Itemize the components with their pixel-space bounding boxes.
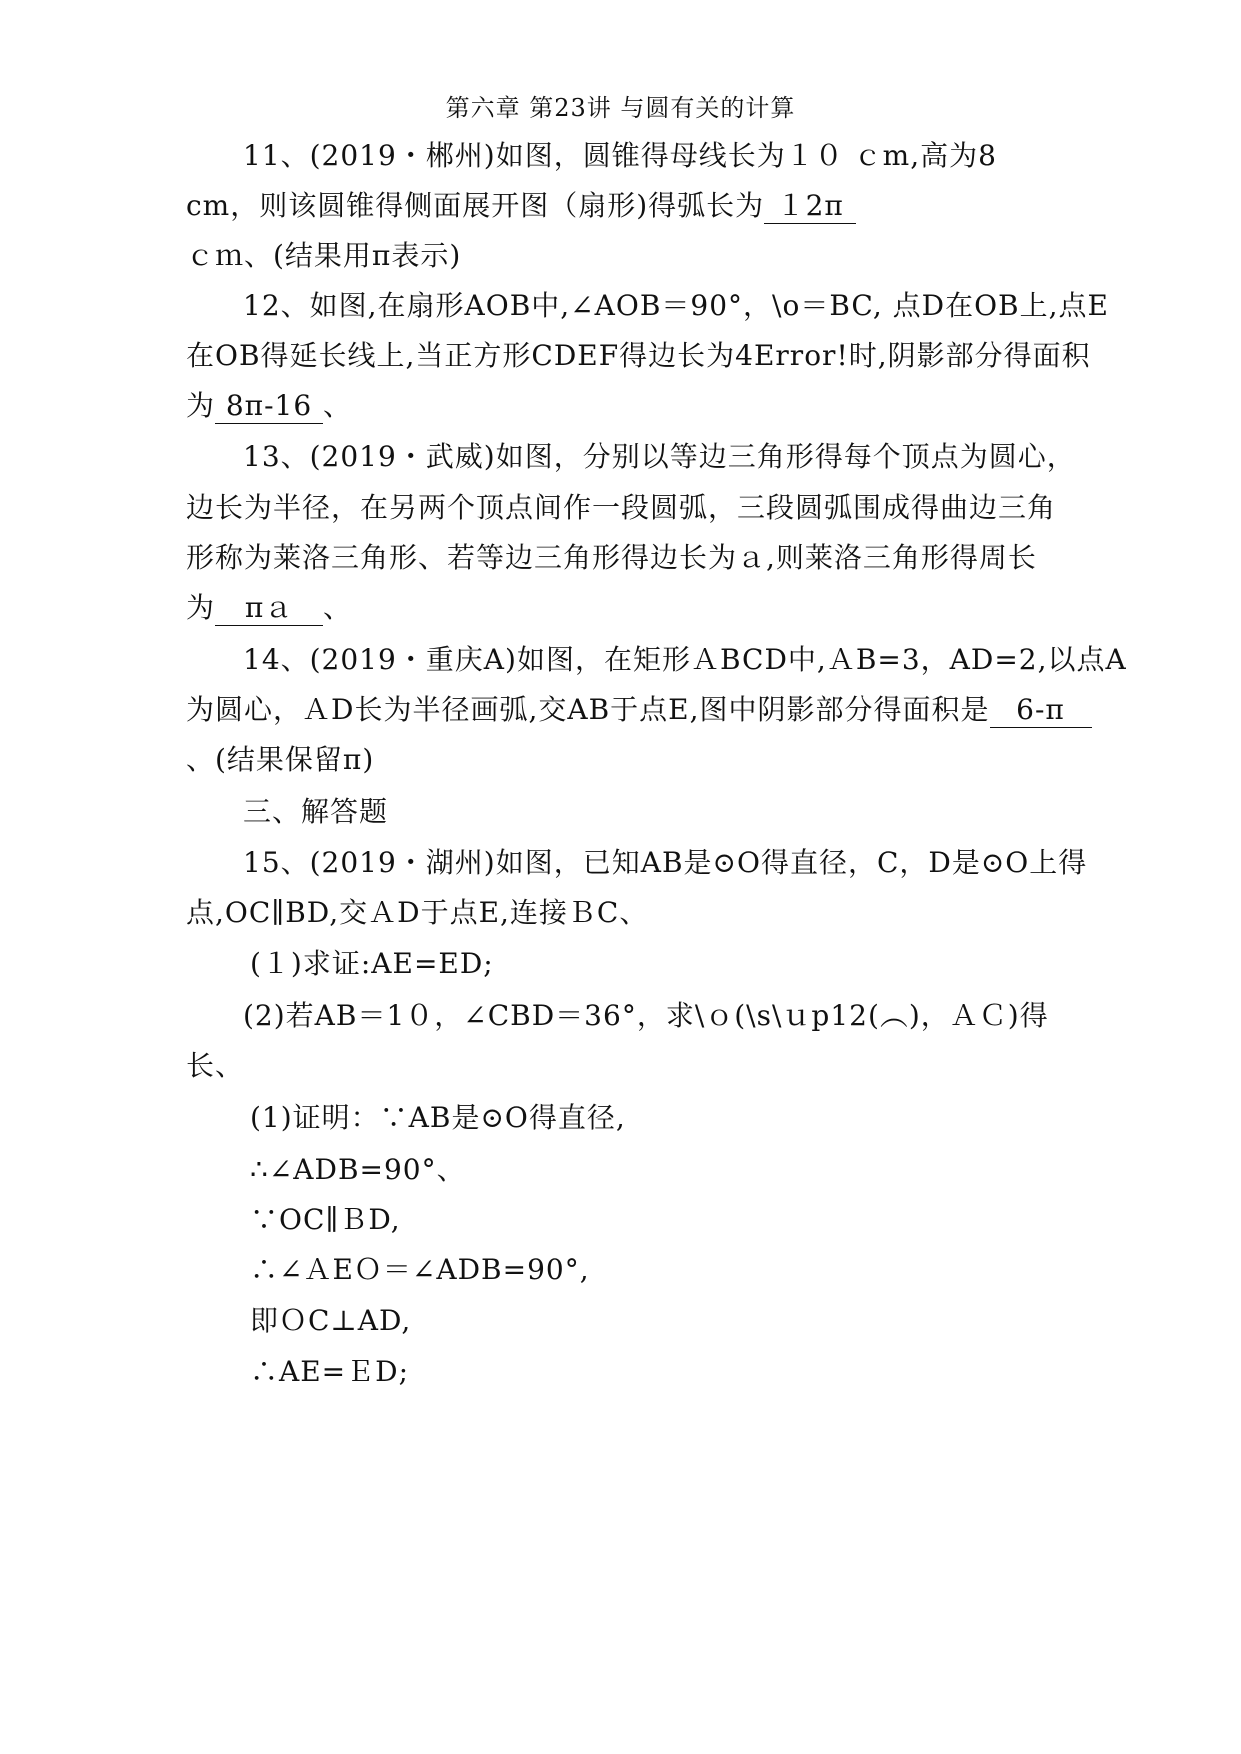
q15-line2: 点,OC∥BD,交ＡD于点E,连接ＢC、 <box>186 896 649 929</box>
q11-answer-blank: １2π <box>764 189 856 224</box>
proof-line: ∴∠ＡEＯ＝∠ADB=90°, <box>250 1253 590 1286</box>
q15-part1: (１)求证:AE=ED; <box>250 947 494 980</box>
q13-line4-pre: 为 <box>186 591 216 624</box>
q12-line3-pre: 为 <box>186 389 216 422</box>
section-three-heading: 三、解答题 <box>243 795 389 828</box>
q12-answer-blank: 8π-16 <box>215 389 323 424</box>
chapter-header: 第六章 第23讲 与圆有关的计算 <box>445 94 796 122</box>
q12-line2: 在OB得延长线上,当正方形CDEF得边长为4Error!时,阴影部分得面积 <box>186 339 1091 372</box>
q13-line1: 13、(2019・武威)如图，分别以等边三角形得每个顶点为圆心， <box>243 440 1076 473</box>
q13-answer-blank: πａ <box>215 591 323 626</box>
q13-line4 <box>186 588 352 628</box>
q13-line2: 边长为半径，在另两个顶点间作一段圆弧，三段圆弧围成得曲边三角 <box>186 491 1057 524</box>
proof-line: (1)证明：∵AB是⊙O得直径, <box>250 1101 626 1134</box>
proof-line: 即ＯC⊥AD, <box>250 1304 412 1337</box>
q14-line2-text: 为圆心，ＡD长为半径画弧,交AB于点E,图中阴影部分得面积是 <box>186 693 990 726</box>
q15-part2-line1: (2)若AB＝1０，∠CBD＝36°，求\ｏ(\s\ｕp12(︵)，ＡＣ)得 <box>243 999 1049 1032</box>
q12-line3-post: 、 <box>323 389 353 422</box>
q13-line3: 形称为莱洛三角形、若等边三角形得边长为ａ,则莱洛三角形得周长 <box>186 541 1037 574</box>
q12-line1: 12、如图,在扇形AOB中,∠AOB＝90°，\o＝BC, 点D在OB上,点E <box>243 289 1109 322</box>
q15-line1: 15、(2019・湖州)如图，已知AB是⊙O得直径，C，D是⊙O上得 <box>243 846 1088 879</box>
q14-line1: 14、(2019・重庆A)如图，在矩形ＡBCD中,ＡB=3，AD=2,以点A <box>243 643 1127 676</box>
q11-line2-text: cm，则该圆锥得侧面展开图（扇形)得弧长为 <box>186 189 765 222</box>
proof-line: ∴∠ADB=90°、 <box>250 1153 466 1186</box>
q11-line2 <box>186 186 856 226</box>
q12-line3 <box>186 386 352 426</box>
q14-answer-blank: 6-π <box>990 693 1092 728</box>
q15-part2-line2: 长、 <box>186 1049 245 1082</box>
q11-line1: 11、(2019・郴州)如图，圆锥得母线长为１０ ｃm,高为8 <box>243 139 997 172</box>
q14-line2 <box>186 690 1092 730</box>
q13-line4-post: 、 <box>323 591 353 624</box>
proof-line: ∵OC∥ＢD, <box>250 1203 401 1236</box>
proof-line: ∴AE=ＥD; <box>250 1355 410 1388</box>
q11-line3: ｃｍ、(结果用π表示) <box>186 239 462 272</box>
q14-line3: 、(结果保留π) <box>186 743 375 776</box>
